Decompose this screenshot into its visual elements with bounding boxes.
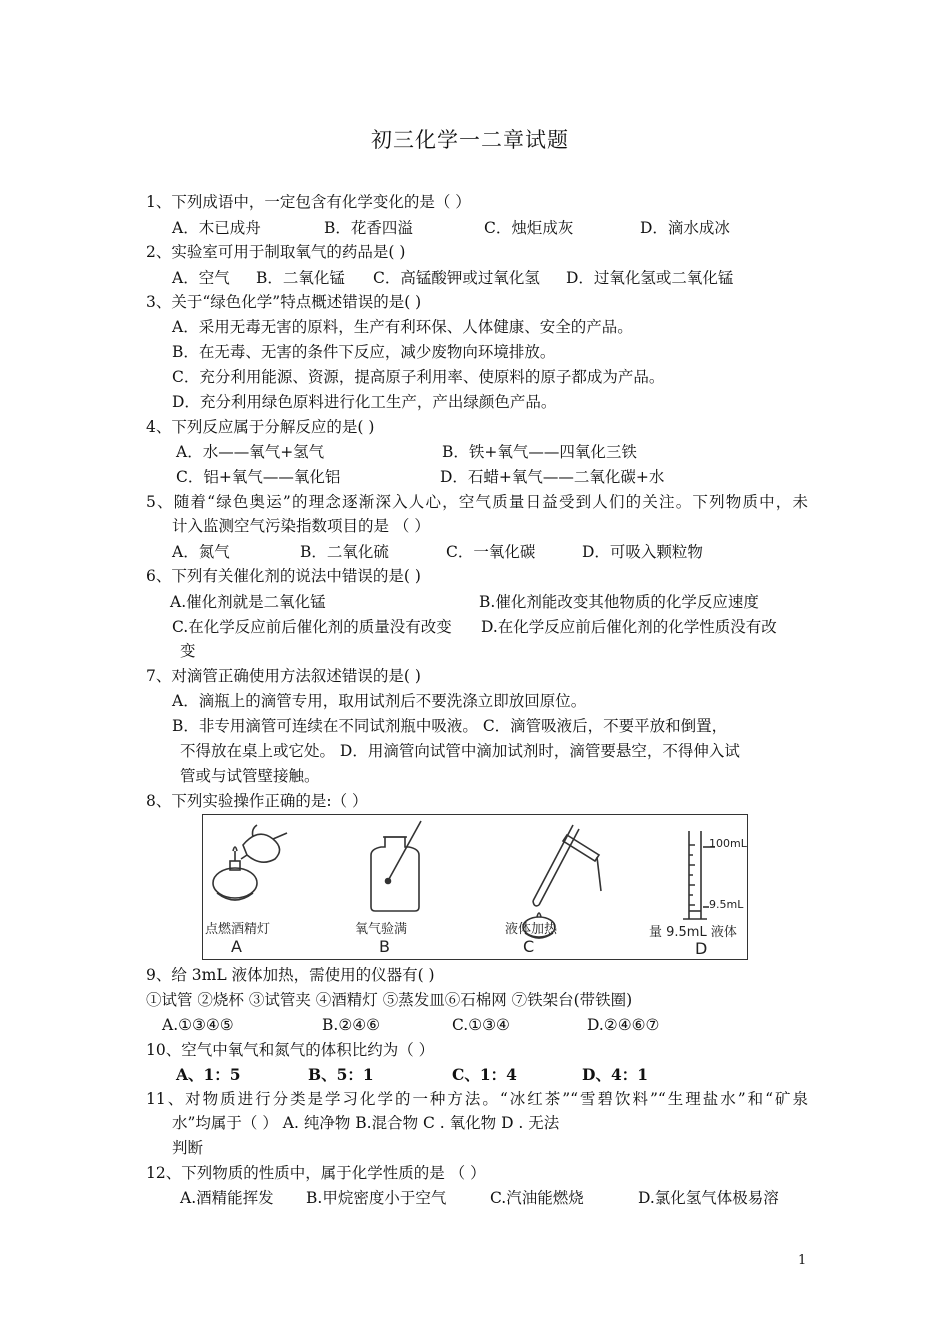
question-11-stem-line-2: 水”均属于（ ） A. 纯净物 B.混合物 C . 氧化物 D . 无法 bbox=[172, 1114, 560, 1132]
figure-letter-a: A bbox=[231, 937, 242, 956]
figure-letter-b: B bbox=[379, 937, 390, 956]
question-9-option-d: D.②④⑥⑦ bbox=[587, 1016, 660, 1034]
question-1-stem: 1、下列成语中，一定包含有化学变化的是（ ） bbox=[146, 193, 471, 211]
question-4-option-b: B．铁+氧气——四氧化三铁 bbox=[442, 443, 637, 461]
question-3-option-d: D．充分利用绿色原料进行化工生产，产出绿颜色产品。 bbox=[172, 393, 557, 411]
question-1-option-c: C．烛炬成灰 bbox=[484, 219, 574, 237]
question-12-stem: 12、下列物质的性质中，属于化学性质的是 （ ） bbox=[146, 1164, 486, 1182]
question-4-option-c: C．铝+氧气——氧化铝 bbox=[176, 468, 341, 486]
lab-operations-figure bbox=[202, 814, 748, 960]
question-9-option-c: C.①③④ bbox=[452, 1016, 510, 1034]
question-10-option-c: C、1：4 bbox=[452, 1065, 517, 1084]
figure-caption-a: 点燃酒精灯 bbox=[205, 922, 271, 937]
question-9-stem: 9、给 3mL 液体加热，需使用的仪器有( ) bbox=[146, 966, 435, 984]
question-7-option-a: A．滴瓶上的滴管专用，取用试剂后不要洗涤立即放回原位。 bbox=[172, 692, 587, 710]
question-3-option-c: C．充分利用能源、资源，提高原子利用率、使原料的原子都成为产品。 bbox=[172, 368, 665, 386]
question-5-option-d: D．可吸入颗粒物 bbox=[582, 543, 703, 561]
question-4-option-a: A．水——氧气+氢气 bbox=[176, 443, 325, 461]
question-6-option-d-wrap: 变 bbox=[180, 642, 196, 660]
question-3-option-b: B．在无毒、无害的条件下反应，减少废物向环境排放。 bbox=[172, 343, 556, 361]
question-12-option-b: B.甲烷密度小于空气 bbox=[306, 1189, 447, 1207]
cylinder-label-100ml: 100mL bbox=[709, 837, 747, 850]
question-2-option-c: C．高锰酸钾或过氧化氢 bbox=[373, 269, 540, 287]
question-6-option-c: C.在化学反应前后催化剂的质量没有改变 bbox=[172, 618, 452, 636]
question-5-stem-line-2: 计入监测空气污染指数项目的是 （ ） bbox=[172, 517, 430, 535]
question-2-option-b: B．二氧化锰 bbox=[256, 269, 345, 287]
page-number: 1 bbox=[798, 1253, 807, 1268]
question-10-option-d: D、4：1 bbox=[582, 1065, 649, 1084]
figure-caption-d: 量 9.5mL 液体 bbox=[649, 925, 737, 940]
question-10-option-b: B、5：1 bbox=[308, 1065, 374, 1084]
question-5-stem-line-1: 5、随着“绿色奥运”的理念逐渐深入人心，空气质量日益受到人们的关注。下列物质中，未 bbox=[146, 493, 808, 511]
question-4-stem: 4、下列反应属于分解反应的是( ) bbox=[146, 418, 375, 436]
figure-letter-c: C bbox=[523, 937, 535, 956]
question-12-option-c: C.汽油能燃烧 bbox=[490, 1189, 584, 1207]
question-2-option-a: A．空气 bbox=[172, 269, 230, 287]
question-5-option-a: A．氮气 bbox=[172, 543, 230, 561]
question-9-items: ①试管 ②烧杯 ③试管夹 ④酒精灯 ⑤蒸发皿⑥石棉网 ⑦铁架台(带铁圈) bbox=[146, 991, 633, 1009]
question-2-option-d: D．过氧化氢或二氧化锰 bbox=[566, 269, 734, 287]
question-5-option-c: C．一氧化碳 bbox=[446, 543, 536, 561]
question-7-option-d-wrap: 管或与试管壁接触。 bbox=[180, 767, 320, 785]
question-1-option-b: B．花香四溢 bbox=[324, 219, 413, 237]
question-3-stem: 3、关于“绿色化学”特点概述错误的是( ) bbox=[146, 293, 422, 311]
question-7-option-b-c: B．非专用滴管可连续在不同试剂瓶中吸液。 C．滴管吸液后，不要平放和倒置， bbox=[172, 717, 728, 735]
question-8-stem: 8、下列实验操作正确的是:（ ） bbox=[146, 792, 368, 810]
question-1-option-d: D．滴水成冰 bbox=[640, 219, 730, 237]
gas-bottle-icon bbox=[371, 821, 421, 911]
question-9-option-b: B.②④⑥ bbox=[322, 1016, 381, 1034]
question-12-option-a: A.酒精能挥发 bbox=[180, 1189, 274, 1207]
question-7-stem: 7、对滴管正确使用方法叙述错误的是( ) bbox=[146, 667, 421, 685]
question-2-stem: 2、实验室可用于制取氧气的药品是( ) bbox=[146, 243, 406, 261]
figure-caption-b: 氧气验满 bbox=[355, 922, 408, 937]
question-4-option-d: D．石蜡+氧气——二氧化碳+水 bbox=[440, 468, 665, 486]
question-10-stem: 10、空气中氧气和氮气的体积比约为（ ） bbox=[146, 1041, 435, 1059]
question-6-option-d: D.在化学反应前后催化剂的化学性质没有改 bbox=[481, 618, 777, 636]
question-5-option-b: B．二氧化硫 bbox=[300, 543, 389, 561]
figure-caption-c: 液体加热 bbox=[505, 922, 558, 937]
alcohol-lamp-icon bbox=[213, 825, 287, 900]
question-6-option-b: B.催化剂能改变其他物质的化学反应速度 bbox=[479, 593, 759, 611]
figure-letter-d: D bbox=[695, 939, 708, 958]
question-11-stem-line-3: 判断 bbox=[172, 1139, 204, 1157]
question-12-option-d: D.氯化氢气体极易溶 bbox=[638, 1189, 779, 1207]
question-10-option-a: A、1：5 bbox=[176, 1065, 241, 1084]
page-title: 初三化学一二章试题 bbox=[371, 128, 569, 152]
cylinder-label-9-5ml: 9.5mL bbox=[709, 898, 744, 911]
question-6-stem: 6、下列有关催化剂的说法中错误的是( ) bbox=[146, 567, 421, 585]
question-6-option-a: A.催化剂就是二氧化锰 bbox=[170, 593, 326, 611]
question-7-option-c-d: 不得放在桌上或它处。 D．用滴管向试管中滴加试剂时，滴管要悬空，不得伸入试 bbox=[180, 742, 740, 760]
question-11-stem-line-1: 11、对物质进行分类是学习化学的一种方法。“冰红茶”“雪碧饮料”“生理盐水”和“矿泉 bbox=[146, 1090, 808, 1108]
question-1-option-a: A．木已成舟 bbox=[172, 219, 261, 237]
question-3-option-a: A．采用无毒无害的原料，生产有利环保、人体健康、安全的产品。 bbox=[172, 318, 633, 336]
question-9-option-a: A.①③④⑤ bbox=[162, 1016, 234, 1034]
